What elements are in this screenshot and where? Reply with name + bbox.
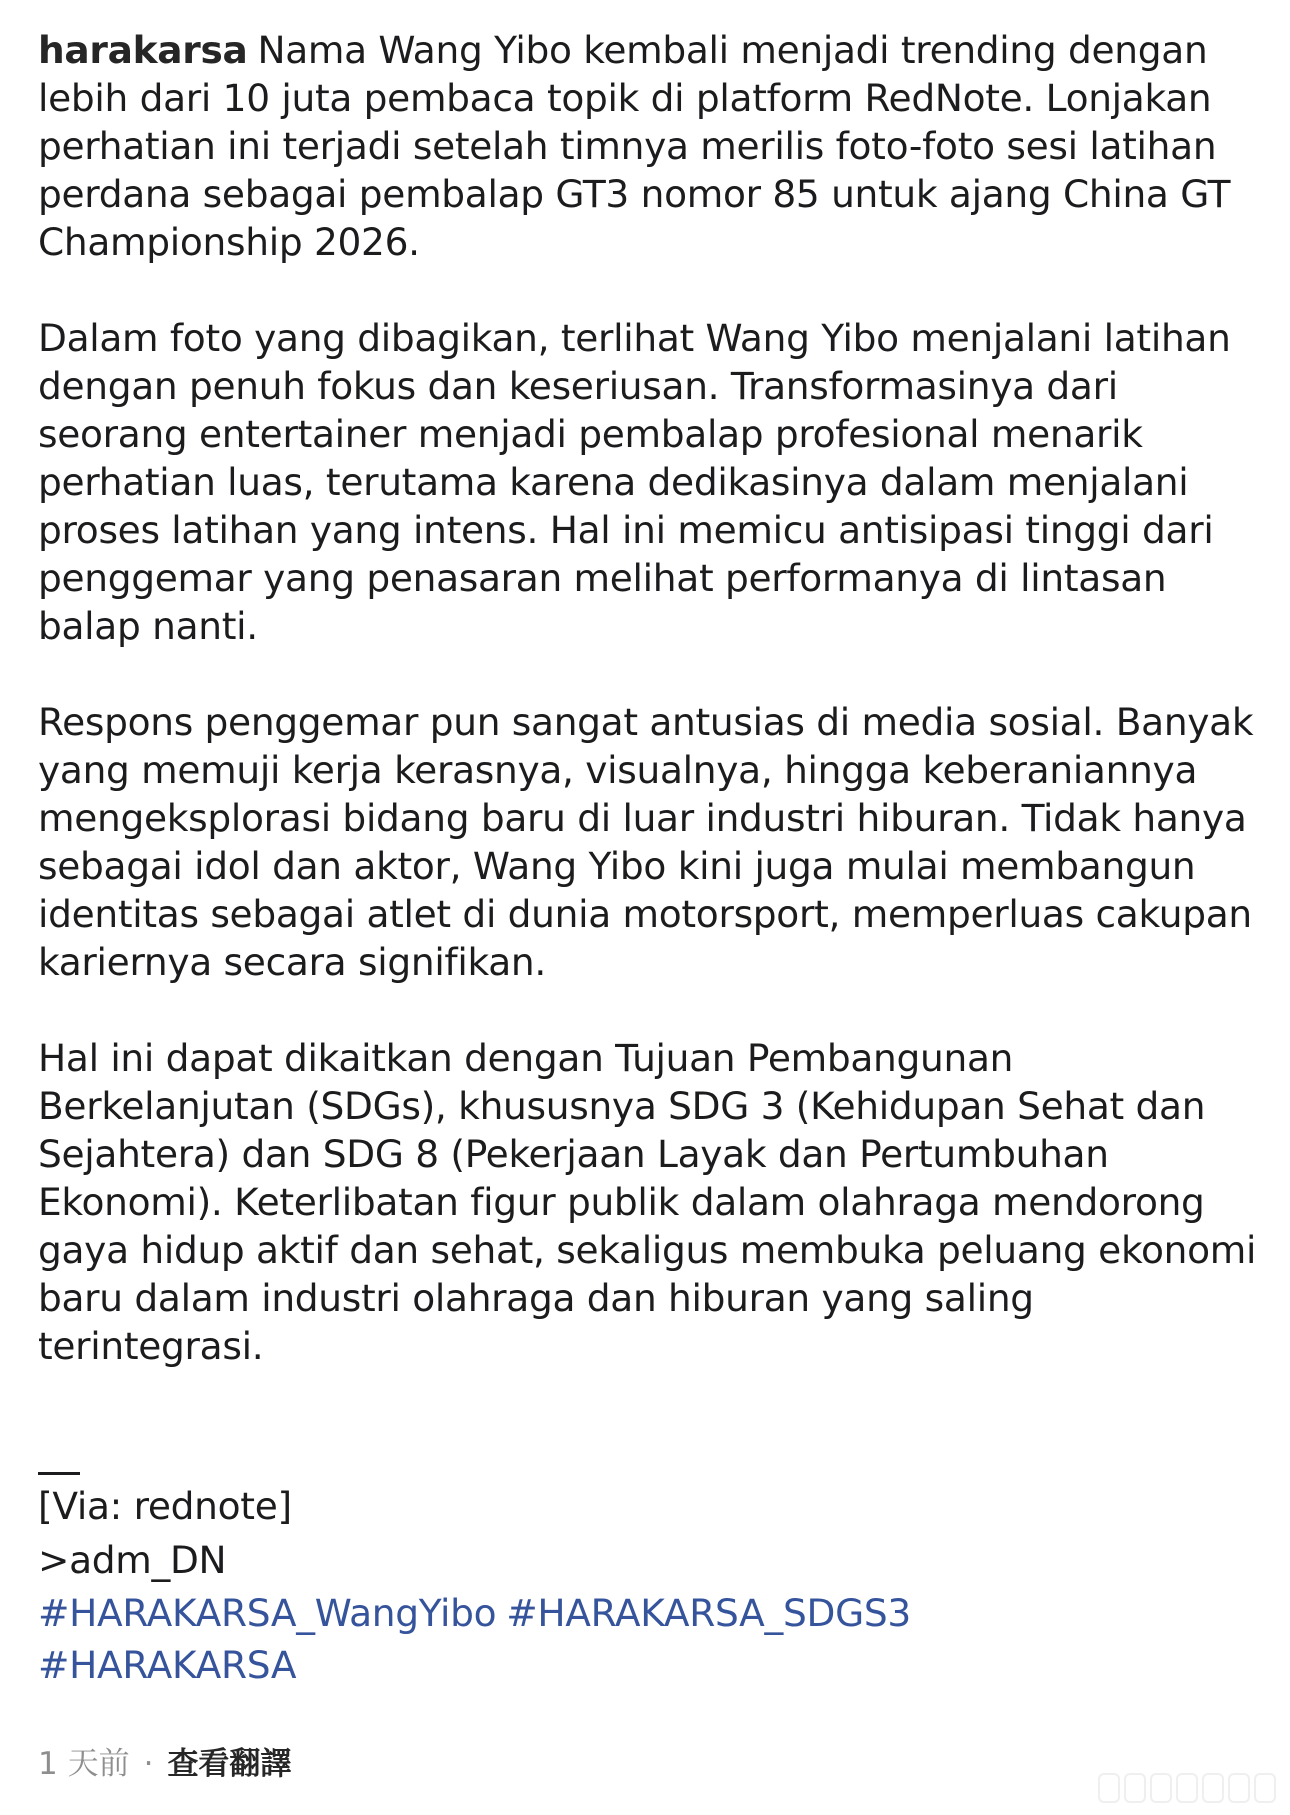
watermark-shape — [1202, 1773, 1224, 1803]
watermark-shape — [1228, 1773, 1250, 1803]
caption-text-4: Hal ini dapat dikaitkan dengan Tujuan Pembangunan Berkelanjutan (SDGs), khususnya SDG 3 (Kehidupan Sehat dan Sejahtera) dan SDG 8 (Pekerjaan Layak dan Pertumbuhan Ekonomi). Keterlibatan figur publik dalam olahraga mendorong gaya hidup aktif dan sehat, sekaligus membuka peluang ekonomi baru dalam industri olahraga dan hiburan yang saling terintegrasi. — [38, 1036, 1257, 1368]
username-link[interactable]: harakarsa — [38, 28, 248, 72]
watermark-shape — [1176, 1773, 1198, 1803]
see-translation-button[interactable]: 查看翻譯 — [167, 1746, 292, 1782]
hashtag-link[interactable]: #HARAKARSA — [38, 1643, 297, 1687]
separator-dash — [38, 1472, 80, 1475]
watermark-shape — [1150, 1773, 1172, 1803]
caption-paragraph-1 — [38, 26, 1263, 266]
caption-paragraph-2 — [38, 314, 1263, 650]
caption-paragraph-3 — [38, 698, 1263, 986]
caption-text-3: Respons penggemar pun sangat antusias di media sosial. Banyak yang memuji kerja kerasnya, visualnya, hingga keberaniannya mengeksplorasi bidang baru di luar industri hiburan. Tidak hanya sebagai idol dan aktor, Wang Yibo kini juga mulai membangun identitas sebagai atlet di dunia motorsport, memperluas cakupan kariernya secara signifikan. — [38, 700, 1254, 984]
post-caption — [38, 26, 1263, 1691]
via-source: [Via: rednote] — [38, 1484, 292, 1528]
admin-signature: >adm_DN — [38, 1538, 227, 1582]
meta-dot-separator: · — [143, 1746, 154, 1782]
caption-text-2: Dalam foto yang dibagikan, terlihat Wang Yibo menjalani latihan dengan penuh fokus dan keseriusan. Transformasinya dari seorang entertainer menjadi pembalap profesional menarik perhatian luas, terutama karena dedikasinya dalam menjalani proses latihan yang intens. Hal ini memicu antisipasi tinggi dari penggemar yang penasaran melihat performanya di lintasan balap nanti. — [38, 316, 1231, 648]
hashtag-link[interactable]: #HARAKARSA_WangYibo — [38, 1591, 497, 1635]
post-timestamp: 1 天前 — [38, 1746, 130, 1782]
post-meta-row — [38, 1744, 291, 1784]
watermark-shape — [1124, 1773, 1146, 1803]
caption-paragraph-4 — [38, 1034, 1263, 1370]
watermark-shape — [1098, 1773, 1120, 1803]
blank-line — [38, 1418, 1263, 1466]
hashtag-link[interactable]: #HARAKARSA_SDGS3 — [506, 1591, 911, 1635]
watermark-shape — [1254, 1773, 1276, 1803]
watermark-logo — [1098, 1773, 1276, 1803]
caption-text-1: Nama Wang Yibo kembali menjadi trending dengan lebih dari 10 juta pembaca topik di platform RedNote. Lonjakan perhatian ini terjadi setelah timnya merilis foto-foto sesi latihan perdana sebagai pembalap GT3 nomor 85 untuk ajang China GT Championship 2026. — [38, 28, 1231, 264]
hashtag-list — [38, 1587, 1263, 1691]
